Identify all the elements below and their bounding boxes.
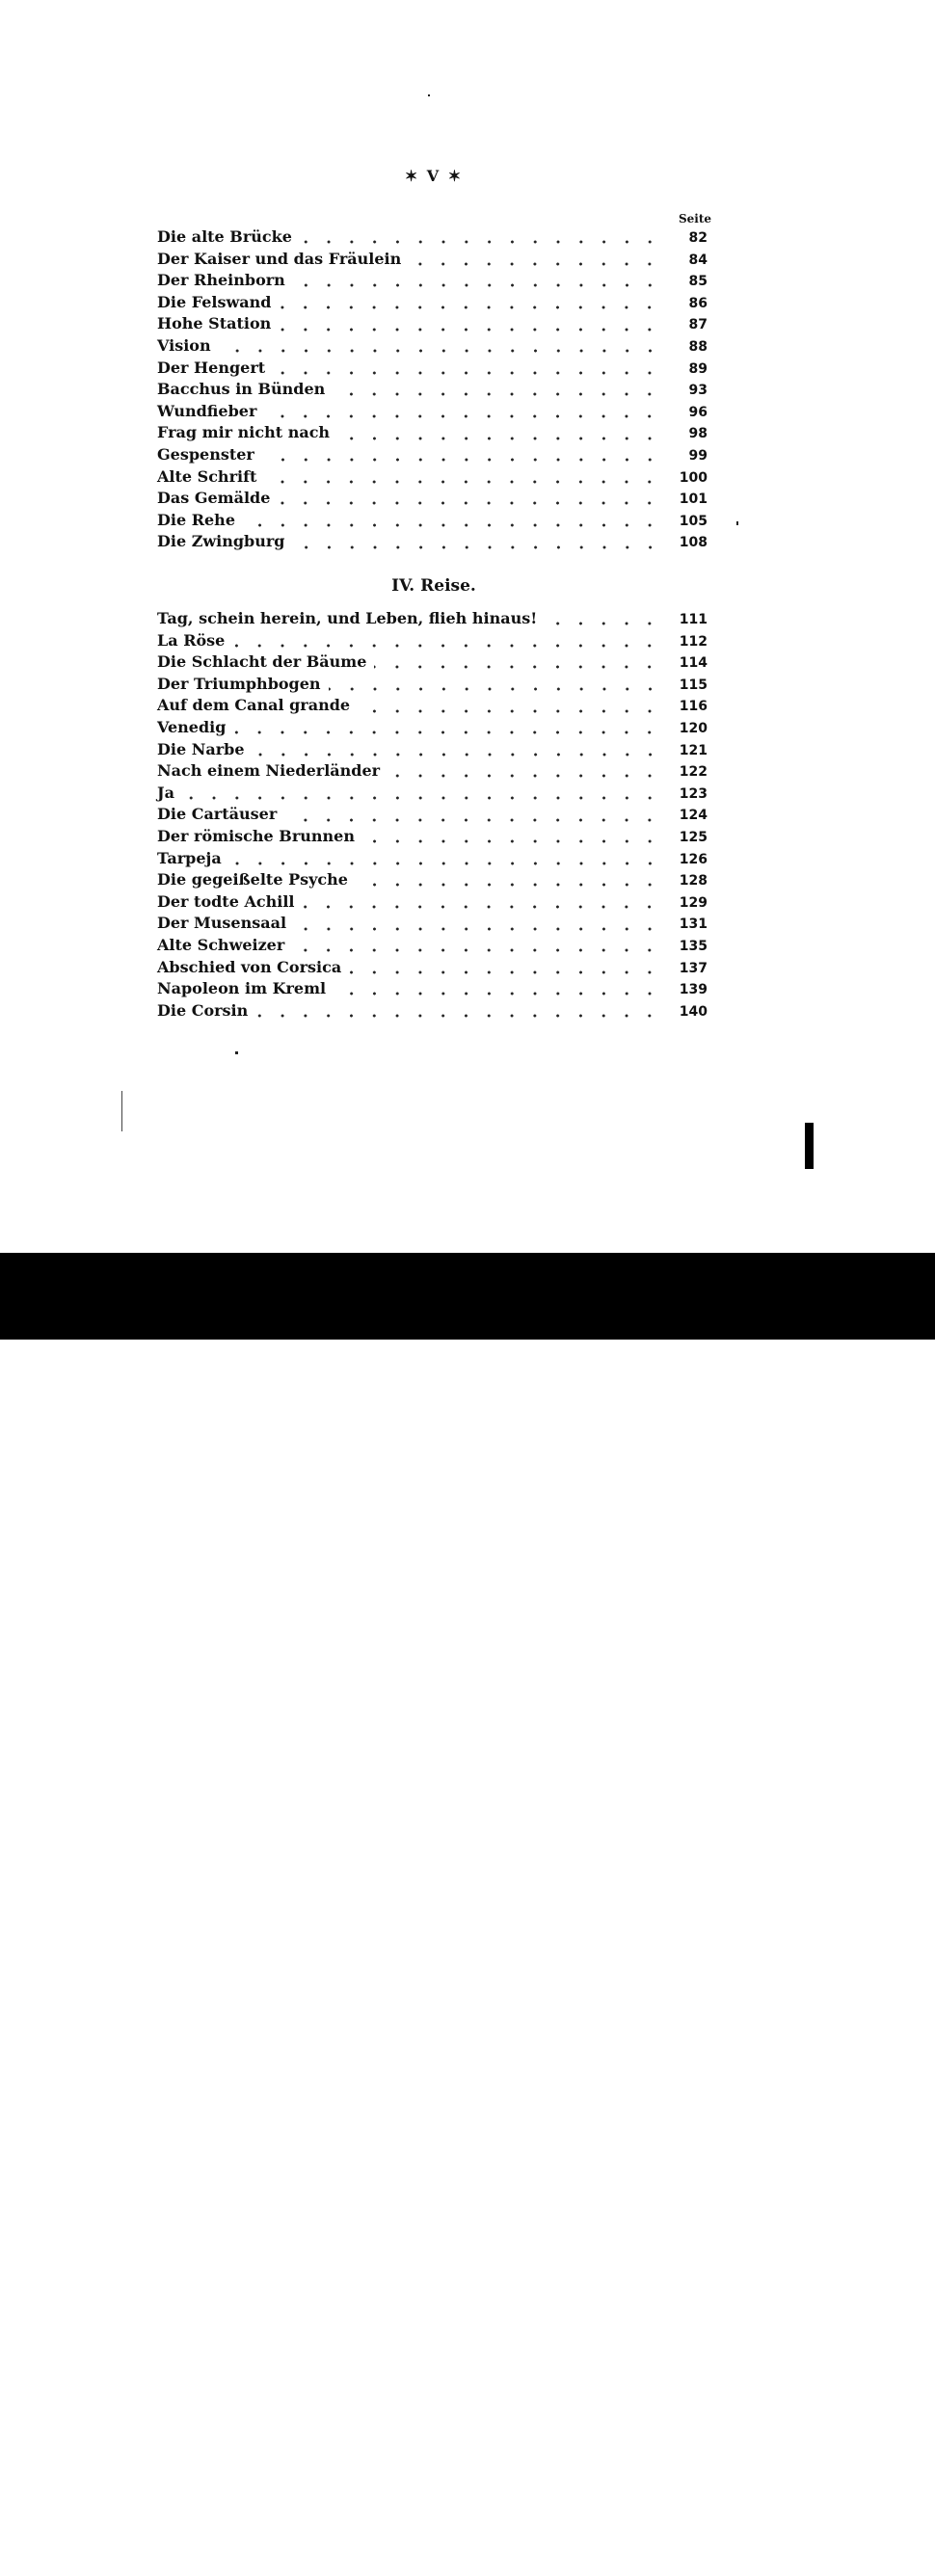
toc-entry-page: 85 <box>688 274 708 290</box>
dot-leader <box>356 883 661 887</box>
toc-entry-title: La Röse <box>157 630 226 650</box>
dot-leader <box>278 501 661 505</box>
dot-leader <box>279 328 661 332</box>
toc-entry <box>157 892 708 915</box>
toc-entry <box>157 380 708 402</box>
seite-column-label: Seite <box>679 212 712 226</box>
toc-entry-page: 116 <box>679 699 708 715</box>
toc-entry-page: 140 <box>679 1003 708 1020</box>
book-page <box>0 0 935 1253</box>
dot-leader <box>333 392 661 396</box>
dot-leader <box>293 545 662 549</box>
dot-leader <box>300 240 661 244</box>
toc-entry <box>157 718 708 740</box>
toc-entry <box>157 1001 708 1023</box>
toc-entry-page: 112 <box>679 633 708 650</box>
dot-leader <box>262 458 661 462</box>
image-code: JE7HC2 <box>836 2525 914 2549</box>
toc-entry-title: Tarpeja <box>157 848 222 867</box>
toc-entry-title: Ja <box>157 783 174 802</box>
footer-url: www.alamy.com <box>756 2556 914 2576</box>
toc-entry-title: Der Triumphbogen <box>157 674 321 693</box>
dot-leader <box>293 283 661 287</box>
toc-entry-page: 124 <box>679 808 708 824</box>
dot-leader <box>233 730 661 734</box>
toc-entry-page: 120 <box>679 720 708 736</box>
dot-leader <box>292 948 661 952</box>
dot-leader <box>273 371 661 375</box>
toc-entry-page: 82 <box>688 230 708 246</box>
toc-entry <box>157 827 708 849</box>
toc-entry-page: 87 <box>688 317 708 333</box>
toc-entry <box>157 271 708 293</box>
dot-leader <box>302 905 661 909</box>
toc-entry <box>157 805 708 827</box>
dot-leader <box>387 774 661 778</box>
toc-entry-title: Die Narbe <box>157 739 245 758</box>
toc-entry-title: Die Rehe <box>157 510 235 529</box>
dot-leader <box>253 753 662 757</box>
toc-entry <box>157 402 708 424</box>
toc-entry <box>157 609 708 631</box>
dot-leader <box>279 305 661 309</box>
dot-leader <box>229 862 661 865</box>
watermark-footer <box>0 1253 935 2576</box>
toc-entry <box>157 761 708 783</box>
toc-entry-title: Die Felswand <box>157 292 272 311</box>
dot-leader <box>243 523 661 527</box>
toc-entry-page: 123 <box>679 785 708 802</box>
dot-leader <box>358 709 661 713</box>
toc-entry-page: 137 <box>679 960 708 976</box>
toc-entry-page: 122 <box>679 764 708 781</box>
toc-entry-title: Napoleon im Kreml <box>157 979 327 998</box>
toc-entry-title: Die Cartäuser <box>157 805 278 824</box>
toc-entry-page: 100 <box>679 469 708 486</box>
toc-list-part1 <box>157 227 708 554</box>
toc-entry <box>157 445 708 467</box>
dot-leader <box>362 839 661 843</box>
dot-leader <box>264 414 661 418</box>
toc-entry <box>157 293 708 315</box>
toc-entry-page: 86 <box>688 295 708 311</box>
toc-entry-page: 93 <box>688 383 708 399</box>
toc-entry-title: Die gegeißelte Psyche <box>157 870 348 890</box>
toc-entry-title: Die Schlacht der Bäume <box>157 652 367 672</box>
toc-entry-page: 88 <box>688 338 708 355</box>
toc-entry-page: 89 <box>688 360 708 377</box>
dot-leader <box>255 1014 661 1018</box>
toc-entry <box>157 250 708 272</box>
toc-entry-page: 99 <box>688 447 708 464</box>
toc-entry-page: 105 <box>679 513 708 529</box>
dot-leader <box>409 262 661 266</box>
toc-entry <box>157 870 708 892</box>
toc-entry-title: Der Musensaal <box>157 914 287 933</box>
toc-entry-title: Auf dem Canal grande <box>157 696 351 715</box>
toc-entry-title: Abschied von Corsica <box>157 957 342 976</box>
scan-edge-mark <box>805 1123 814 1169</box>
toc-entry-page: 139 <box>679 982 708 998</box>
toc-entry-page: 101 <box>679 491 708 508</box>
toc-entry <box>157 936 708 958</box>
toc-entry-page: 108 <box>679 535 708 551</box>
toc-entry-page: 128 <box>679 873 708 890</box>
toc-entry-page: 114 <box>679 655 708 672</box>
toc-entry-title: Alte Schrift <box>157 466 257 486</box>
toc-list-part2 <box>157 609 708 1022</box>
toc-entry-title: Der römische Brunnen <box>157 826 355 845</box>
toc-entry-page: 115 <box>679 677 708 693</box>
toc-entry-title: Die Zwingburg <box>157 532 285 551</box>
dot-leader <box>349 970 661 974</box>
toc-entry-title: Der Hengert <box>157 358 266 377</box>
toc-entry-title: Der Rheinborn <box>157 271 285 290</box>
toc-entry <box>157 675 708 697</box>
dot-leader <box>232 644 661 648</box>
toc-entry <box>157 227 708 250</box>
toc-entry-page: 135 <box>679 938 708 954</box>
toc-entry <box>157 979 708 1001</box>
toc-entry-title: Der Kaiser und das Fräulein <box>157 249 402 268</box>
toc-entry-page: 129 <box>679 894 708 911</box>
toc-entry <box>157 511 708 533</box>
toc-entry <box>157 423 708 445</box>
toc-entry-title: Hohe Station <box>157 314 272 333</box>
toc-entry-title: Das Gemälde <box>157 489 271 508</box>
toc-entry-page: 126 <box>679 851 708 867</box>
page-number: ✶ V ✶ <box>404 167 464 185</box>
dot-leader <box>337 437 661 440</box>
toc-entry-title: Frag mir nicht nach <box>157 423 331 442</box>
toc-entry-title: Wundfieber <box>157 401 257 420</box>
toc-entry <box>157 489 708 511</box>
dot-leader <box>334 992 661 996</box>
toc-entry-title: Venedig <box>157 717 227 736</box>
toc-entry-title: Alte Schweizer <box>157 935 285 954</box>
toc-entry-page: 98 <box>688 426 708 442</box>
toc-entry <box>157 314 708 336</box>
toc-entry-page: 125 <box>679 829 708 845</box>
toc-entry-page: 84 <box>688 252 708 268</box>
toc-entry-title: Tag, schein herein, und Leben, flieh hinaus! <box>157 609 538 627</box>
toc-entry-title: Vision <box>157 335 211 355</box>
toc-entry-title: Der todte Achill <box>157 891 295 911</box>
toc-entry-title: Bacchus in Bünden <box>157 380 326 399</box>
toc-entry-page: 96 <box>688 404 708 420</box>
dot-leader <box>294 927 661 931</box>
brand-logo: alamy <box>19 2516 178 2572</box>
toc-entry-page: 131 <box>679 916 708 933</box>
toc-entry-page: 121 <box>679 742 708 758</box>
toc-entry <box>157 849 708 871</box>
dot-leader <box>264 480 661 484</box>
dot-leader <box>219 349 661 353</box>
dot-leader <box>284 818 661 822</box>
scan-edge-line <box>121 1091 122 1131</box>
toc-entry-title: Die alte Brücke <box>157 227 292 246</box>
toc-entry-title: Nach einem Niederländer <box>157 761 381 781</box>
toc-entry <box>157 631 708 653</box>
scan-speck <box>235 1051 238 1054</box>
toc-entry <box>157 532 708 554</box>
toc-entry <box>157 336 708 359</box>
dot-leader <box>545 622 661 625</box>
toc-entry <box>157 359 708 381</box>
toc-entry-title: Gespenster <box>157 444 254 464</box>
toc-entry <box>157 696 708 718</box>
toc-entry <box>157 914 708 936</box>
toc-entry-page: 111 <box>679 612 708 627</box>
toc-entry <box>157 652 708 675</box>
toc-entry <box>157 783 708 806</box>
dot-leader <box>182 796 661 800</box>
toc-entry <box>157 740 708 762</box>
scan-speck <box>736 521 738 525</box>
dot-leader <box>329 687 661 691</box>
dot-leader <box>374 665 661 669</box>
toc-entry-title: Die Corsin <box>157 1000 249 1020</box>
section-heading: IV. Reise. <box>391 576 476 596</box>
toc-entry <box>157 958 708 980</box>
toc-entry <box>157 467 708 490</box>
scan-speck <box>428 94 430 96</box>
